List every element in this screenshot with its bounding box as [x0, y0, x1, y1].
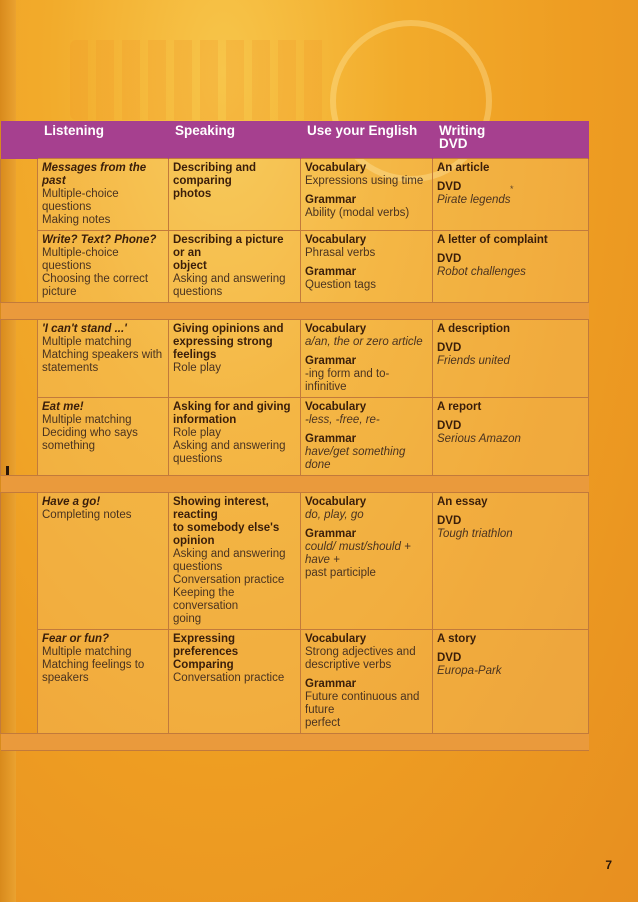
page-number: 7: [605, 858, 612, 872]
writing-cell: A description DVD Friends united: [433, 320, 589, 398]
speaking-cell: Asking for and giving information Role play Asking and answering questions: [169, 398, 301, 476]
listening-cell: Messages from the past Multiple-choice questions Making notes: [38, 159, 169, 231]
unit-separator-band: [1, 303, 589, 320]
english-cell: Vocabulary -less, -free, re- Grammar have/get something done: [301, 398, 433, 476]
writing-cell: An article DVD Pirate legends: [433, 159, 589, 231]
listening-cell: Fear or fun? Multiple matching Matching feelings to speakers: [38, 630, 169, 734]
writing-cell: A report DVD Serious Amazon: [433, 398, 589, 476]
header-speaking: Speaking: [169, 121, 301, 159]
speaking-cell: Showing interest, reacting to somebody else's opinion Asking and answering questions Conversation practice Keeping the conversation going: [169, 493, 301, 630]
writing-cell: An essay DVD Tough triathlon: [433, 493, 589, 630]
speaking-cell: Describing and comparing photos: [169, 159, 301, 231]
listening-cell: Write? Text? Phone? Multiple-choice questions Choosing the correct picture: [38, 231, 169, 303]
speaking-cell: Giving opinions and expressing strong feelings Role play: [169, 320, 301, 398]
unit-separator-band: [1, 734, 589, 751]
english-cell: Vocabulary do, play, go Grammar could/ must/should + have + past participle: [301, 493, 433, 630]
listening-cell: Eat me! Multiple matching Deciding who says something: [38, 398, 169, 476]
listening-cell: Have a go! Completing notes: [38, 493, 169, 630]
table-row: [1, 630, 589, 734]
table-row: [1, 493, 589, 630]
header-writing: Writing DVD: [433, 121, 589, 159]
header-gap: [1, 121, 38, 159]
unit-separator-band: [1, 476, 589, 493]
table-row: [1, 159, 589, 231]
listening-cell: 'I can't stand ...' Multiple matching Matching speakers with statements: [38, 320, 169, 398]
table-header-row: [1, 121, 589, 159]
header-listening: Listening: [38, 121, 169, 159]
header-use-your-english: Use your English: [301, 121, 433, 159]
english-cell: Vocabulary Phrasal verbs Grammar Question tags: [301, 231, 433, 303]
asterisk-mark: *: [510, 184, 514, 194]
table-row: [1, 398, 589, 476]
syllabus-table: [0, 121, 589, 751]
table-row: [1, 320, 589, 398]
english-cell: Vocabulary a/an, the or zero article Grammar -ing form and to-infinitive: [301, 320, 433, 398]
english-cell: Vocabulary Expressions using time Grammar Ability (modal verbs): [301, 159, 433, 231]
writing-cell: A story DVD Europa-Park: [433, 630, 589, 734]
table-row: [1, 231, 589, 303]
speaking-cell: Expressing preferences Comparing Conversation practice: [169, 630, 301, 734]
english-cell: Vocabulary Strong adjectives and descriptive verbs Grammar Future continuous and future perfect: [301, 630, 433, 734]
speaking-cell: Describing a picture or an object Asking and answering questions: [169, 231, 301, 303]
decorative-background-title: [70, 40, 330, 120]
writing-cell: A letter of complaint DVD Robot challenges: [433, 231, 589, 303]
